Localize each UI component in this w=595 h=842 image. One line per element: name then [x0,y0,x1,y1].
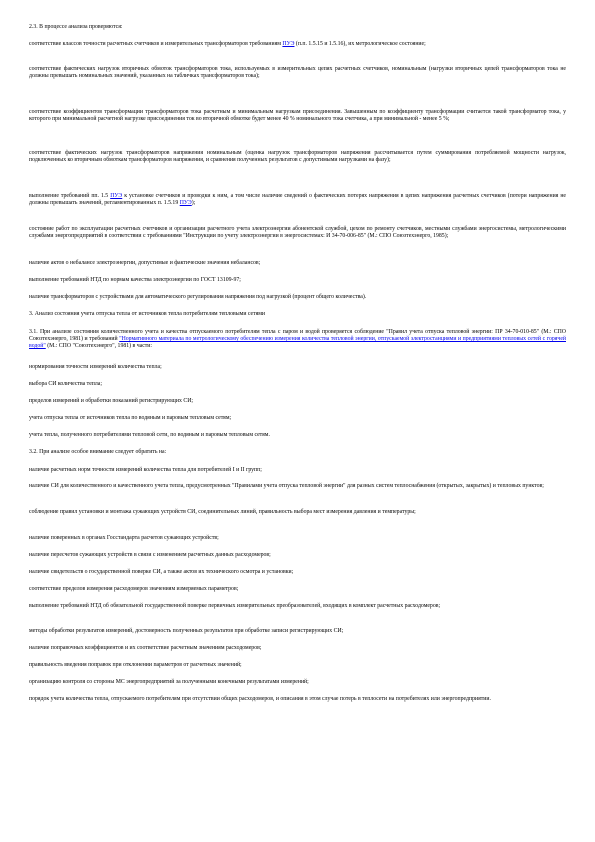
paragraph [29,294,566,301]
document-link[interactable]: ПУЭ [179,200,192,207]
paragraph-text: соответствие пределов измерения расходомеров значениям измеряемых параметров; [29,586,239,592]
paragraph [29,24,566,31]
paragraph-text: учета тепла, полученного потребителями тепловой сети, по водяным и паровым тепловым сетям. [29,432,270,438]
paragraph-text: учета отпуска тепла от источников тепла по водяным и паровым тепловым сетям; [29,415,232,421]
document-link[interactable]: ПУЭ [282,41,295,47]
paragraph [29,535,566,542]
paragraph-text: порядок учета количества тепла, отпускаемого потребителям при отсутствии общих расходомеров, и описания в этом случае потерь в теплосети на потребителях или энергопредприятии. [29,696,491,702]
paragraph [29,193,566,207]
paragraph-text: выполнение требований НТД об обязательной государственной поверке первичных измерительных преобразователей, входящих в комплект расчетных расходомеров; [29,603,441,609]
paragraph [29,109,566,123]
paragraph [29,679,566,686]
paragraph-text: к установке счетчиков и проводки к ним, а том числе наличие сведений о фактических потерях напряжения в цепях напряжения расчетных счетчиков (потери напряжения не должны превышать значений, регламентированных п. 1.5.19 [29,193,566,207]
paragraph [29,432,566,439]
paragraph [29,552,566,559]
document-link[interactable]: "Нормативного материала по метрологическому обеспечению измерения количества тепловой энергии, отпускаемой электростанциями и предприятиями тепловых сетей с горячей водой" [29,336,566,350]
paragraph-text: правильность введения поправок при отклонении параметров от расчетных значений; [29,662,242,668]
paragraph [29,449,566,456]
paragraph [29,645,566,652]
paragraph [29,329,566,351]
paragraph-text: выполнение требований пп. 1.5 [29,193,111,199]
paragraph-text: ); [191,200,196,207]
paragraph-text: 3.2. При анализе особое внимание следует обратить на: [29,449,167,455]
paragraph-text: методы обработки результатов измерений, достоверность полученных результатов при обработке записи регистрирующих СИ; [29,628,344,634]
paragraph [29,381,566,388]
paragraph [29,628,566,635]
paragraph-text: наличие свидетельств о государственной поверке СИ, а также актов их технического осмотра и установки; [29,569,294,575]
paragraph [29,226,566,240]
paragraph [29,586,566,593]
paragraph-text: 2.3. В процессе анализа проверяются: [29,24,123,30]
paragraph-text: соответствие фактических нагрузок вторичных обмоток трансформаторов тока, используемых в измерительных цепях расчетных счетчиков, номинальным (нагрузки вторичных цепей трансформаторов тока не должны превышать номинальных значений, указанных на табличках трансформаторов тока); [29,66,566,80]
paragraph [29,662,566,669]
paragraph-text: (М.: СПО "Союзтехэнерго", 1981) в части: [45,343,153,350]
paragraph [29,467,566,474]
paragraph-text: 3. Анализ состояния учета отпуска тепла от источников тепла потребителям тепловыми сетями [29,311,266,317]
paragraph-text: наличие актов о небалансе электроэнергии, допустимые и фактические значения небалансов; [29,260,261,266]
paragraph-text: наличие поправочных коэффициентов и их соответствие расчетным значениям расходомеров; [29,645,262,651]
paragraph [29,398,566,405]
paragraph-text: нормирования точности измерений количества тепла; [29,364,162,370]
paragraph-text: соответствие классов точности расчетных счетчиков и измерительных трансформаторов требованиям [29,41,283,47]
document-link[interactable]: ПУЭ [110,193,123,199]
paragraph-text: наличие пересчетов сужающих устройств в связи с изменением расчетных данных расходомеров; [29,552,271,558]
paragraph [29,415,566,422]
paragraph-text: соответствие коэффициентов трансформации трансформаторов тока расчетным и минимальным нагрузкам присоединения. Завышенным по коэффициенту трансформации считается такой трансформатор тока, у которого при минимальной расчетной нагрузке присоединения ток во вторичной обмотке будет менее 40 % номинального тока счетчика, а при минимальной - менее 5 %; [29,109,566,123]
paragraph-text: (п.п. 1.5.15 и 1.5.16), их метрологическое состояние; [294,41,426,47]
paragraph-text: состояние работ по эксплуатации расчетных счетчиков и организации расчетного учета электроэнергии абонентской службой, цехом по ремонту счетчиков, местными службами энергосистемы, метрологическими службами энергопредприятий в соответствии с требованиями "Инструкции по учету электроэнергии в энергосистемах: И 34-70-006-85" (М.: СПО Союзтехэнерго, 1985); [29,226,566,240]
paragraph [29,41,566,48]
paragraph [29,260,566,267]
paragraph [29,364,566,371]
paragraph [29,277,566,284]
paragraph-text: выполнение требований НТД по нормам качества электроэнергии по ГОСТ 13109-97; [29,277,241,283]
paragraph-text: пределов измерений и обработки показаний регистрирующих СИ; [29,398,193,404]
paragraph [29,483,566,490]
paragraph-text: выбора СИ количества тепла; [29,381,102,387]
paragraph [29,311,566,318]
paragraph [29,696,566,703]
paragraph [29,569,566,576]
paragraph-text: наличие поверенных в органах Госстандарта расчетов сужающих устройств; [29,535,219,541]
paragraph-text: 3.1. При анализе состояния количественного учета и качества отпускаемого потребителям тепла с паром и водой проверяется соблюдение "Правил учета отпуска тепловой энергии: ПР 34-70-010-85" (М.: СПО Союзтехэнерго, 1981) и требований [29,329,566,343]
paragraph-text: наличие СИ для количественного и качественного учета тепла, предусмотренных "Правилами учета отпуска тепловой энергии" для разных систем теплоснабжения (открытых, закрытых) и тепловых пунктов; [29,483,544,489]
paragraph-text: соблюдение правил установки и монтажа сужающих устройств СИ, соединительных линий, правильность выбора мест измерения давления и температуры; [29,509,416,515]
paragraph [29,66,566,80]
paragraph-text: соответствие фактических нагрузок трансформаторов напряжения номинальным (оценка нагрузок трансформаторов напряжения рассчитывается путем суммирования потребляемой мощности нагрузок, подключенных ко вторичным обмоткам трансформаторов напряжения, и сравнения полученных результатов с допустимыми нагрузками на фазу); [29,150,566,164]
paragraph [29,603,566,610]
paragraph [29,150,566,164]
paragraph-text: наличие трансформаторов с устройствами для автоматического регулирования напряжения под нагрузкой (процент общего количества). [29,294,367,300]
paragraph-text: организацию контроля со стороны МС энергопредприятий за полученными конечными результатами измерений; [29,679,309,685]
paragraph [29,509,566,516]
paragraph-text: наличие расчетных норм точности измерений количества тепла для потребителей I и II групп; [29,467,262,473]
